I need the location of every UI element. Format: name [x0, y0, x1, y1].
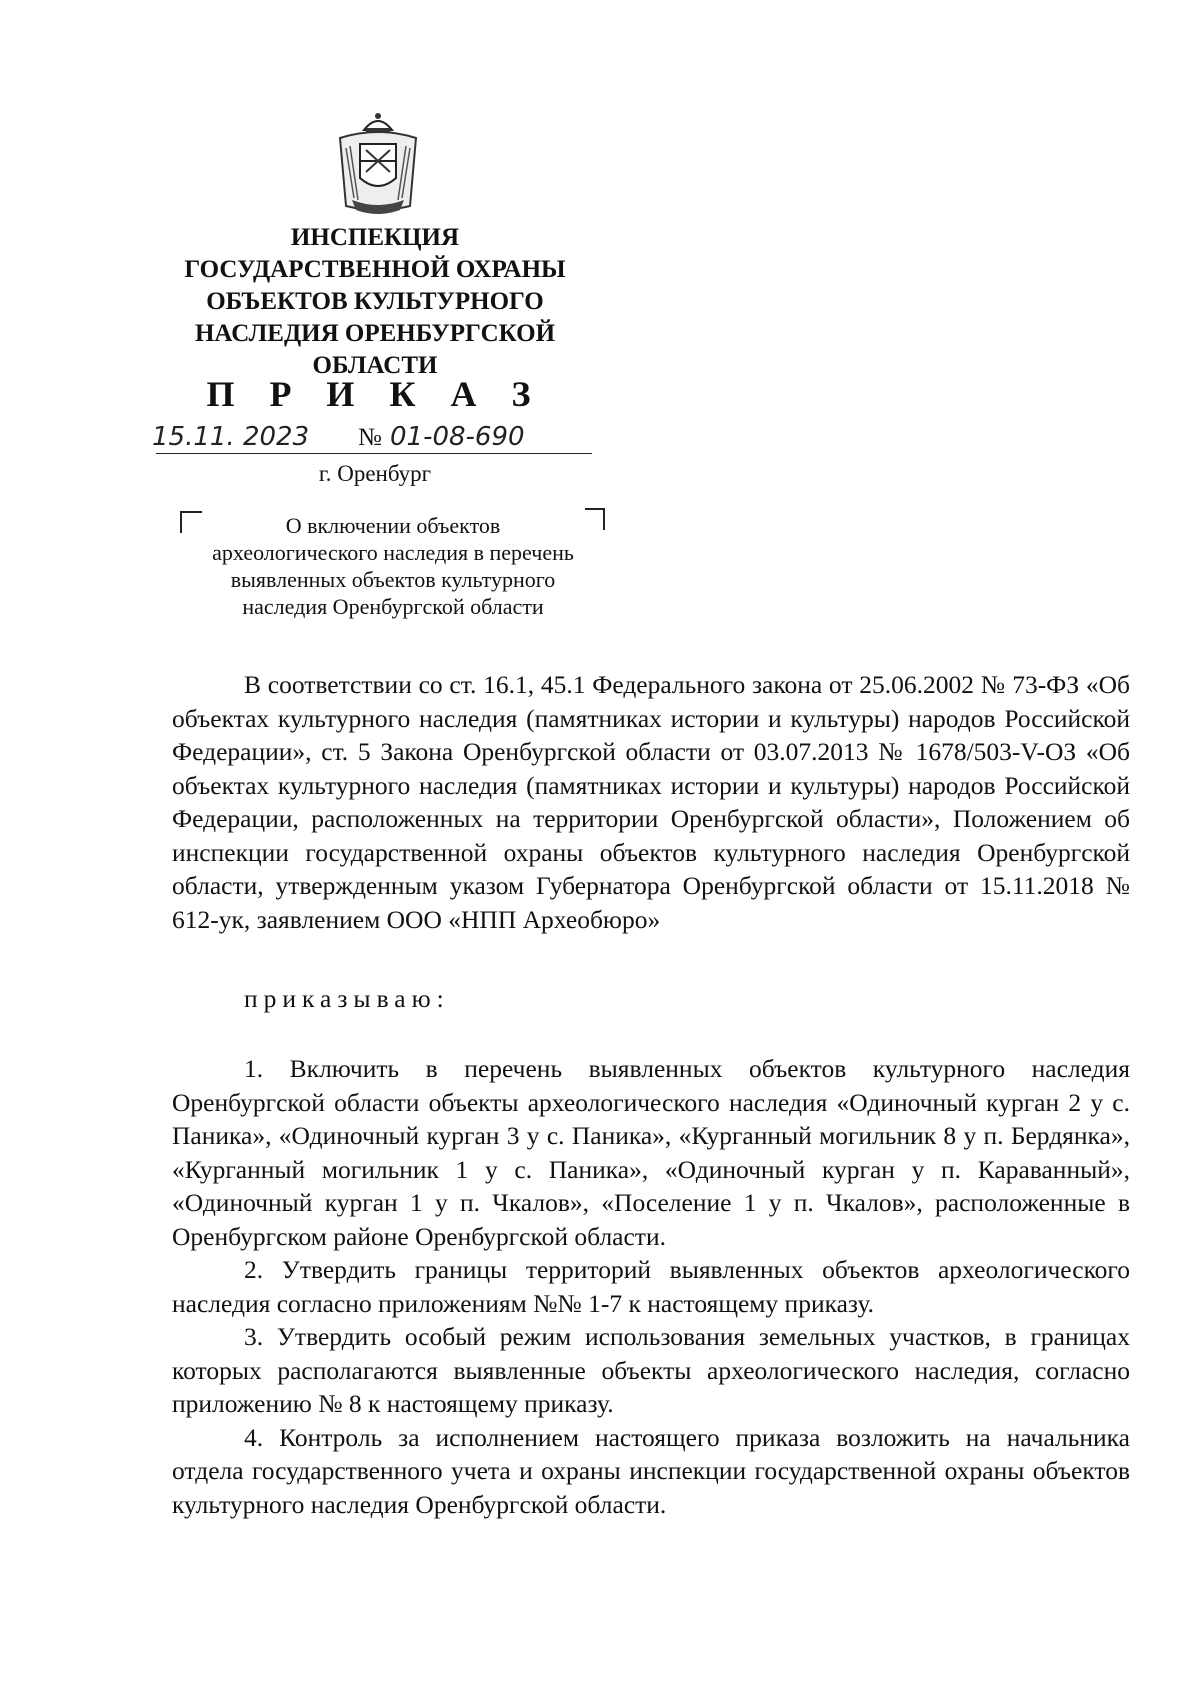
- subject-line: О включении объектов: [285, 513, 501, 538]
- organization-line: ОБЛАСТИ: [312, 352, 438, 379]
- organization-line: ГОСУДАРСТВЕННОЙ ОХРАНЫ: [184, 256, 566, 283]
- document-type-title: П Р И К А З: [206, 374, 544, 414]
- order-item: 1. Включить в перечень выявленных объектов культурного наследия Оренбургской области объекты археологического наследия «Одиночный курган 2 у с. Паника», «Одиночный курган 3 у с. Паника», «Курганный могильник 8 у п. Бердянка», «Курганный могильник 1 у с. Паника», «Одиночный курган у п. Караванный», «Одиночный курган 1 у п. Чкалов», «Поселение 1 у п. Чкалов», расположенные в Оренбургском районе Оренбургской области.: [172, 1054, 1130, 1251]
- preamble-paragraph: В соответствии со ст. 16.1, 45.1 Федерального закона от 25.06.2002 № 73-ФЗ «Об объектах культурного наследия (памятниках истории и культуры) народов Российской Федерации», ст. 5 Закона Оренбургской области от 03.07.2013 № 1678/503-V-ОЗ «Об объектах культурного наследия (памятниках истории и культуры) народов Российской Федерации, расположенных на территории Оренбургской области», Положением об инспекции государственной охраны объектов культурного наследия Оренбургской области, утвержденным указом Губернатора Оренбургской области от 15.11.2018 № 612-ук, заявлением ООО «НПП Археобюро»: [172, 670, 1130, 934]
- subject-line: археологического наследия в перечень: [212, 540, 574, 565]
- underline-divider: [156, 453, 592, 454]
- subject-line: выявленных объектов культурного: [230, 567, 556, 592]
- coat-of-arms-icon: [330, 108, 426, 216]
- order-item: 2. Утвердить границы территорий выявленных объектов археологического наследия согласно приложениям №№ 1-7 к настоящему приказу.: [172, 1255, 1130, 1318]
- organization-name: [150, 222, 600, 382]
- order-word: приказываю:: [244, 984, 450, 1013]
- organization-line: ОБЪЕКТОВ КУЛЬТУРНОГО: [206, 288, 544, 315]
- organization-line: НАСЛЕДИЯ ОРЕНБУРГСКОЙ: [194, 320, 556, 347]
- order-number: 01-08-690: [390, 422, 525, 452]
- order-items: [172, 1052, 1130, 1521]
- order-date: 15.11. 2023: [152, 422, 310, 452]
- order-subject: [178, 512, 608, 620]
- number-sign: №: [358, 424, 382, 451]
- organization-line: ИНСПЕКЦИЯ: [290, 224, 460, 251]
- order-item: 3. Утвердить особый режим использования земельных участков, в границах которых располагаются выявленные объекты археологического наследия, согласно приложению № 8 к настоящему приказу.: [172, 1322, 1130, 1418]
- subject-line: наследия Оренбургской области: [242, 594, 544, 619]
- preamble-section: [172, 668, 1130, 936]
- city-label: г. Оренбург: [318, 461, 432, 486]
- order-item: 4. Контроль за исполнением настоящего приказа возложить на начальника отдела государственного учета и охраны инспекции государственной охраны объектов культурного наследия Оренбургской области.: [172, 1422, 1130, 1519]
- date-number-line: [150, 420, 592, 456]
